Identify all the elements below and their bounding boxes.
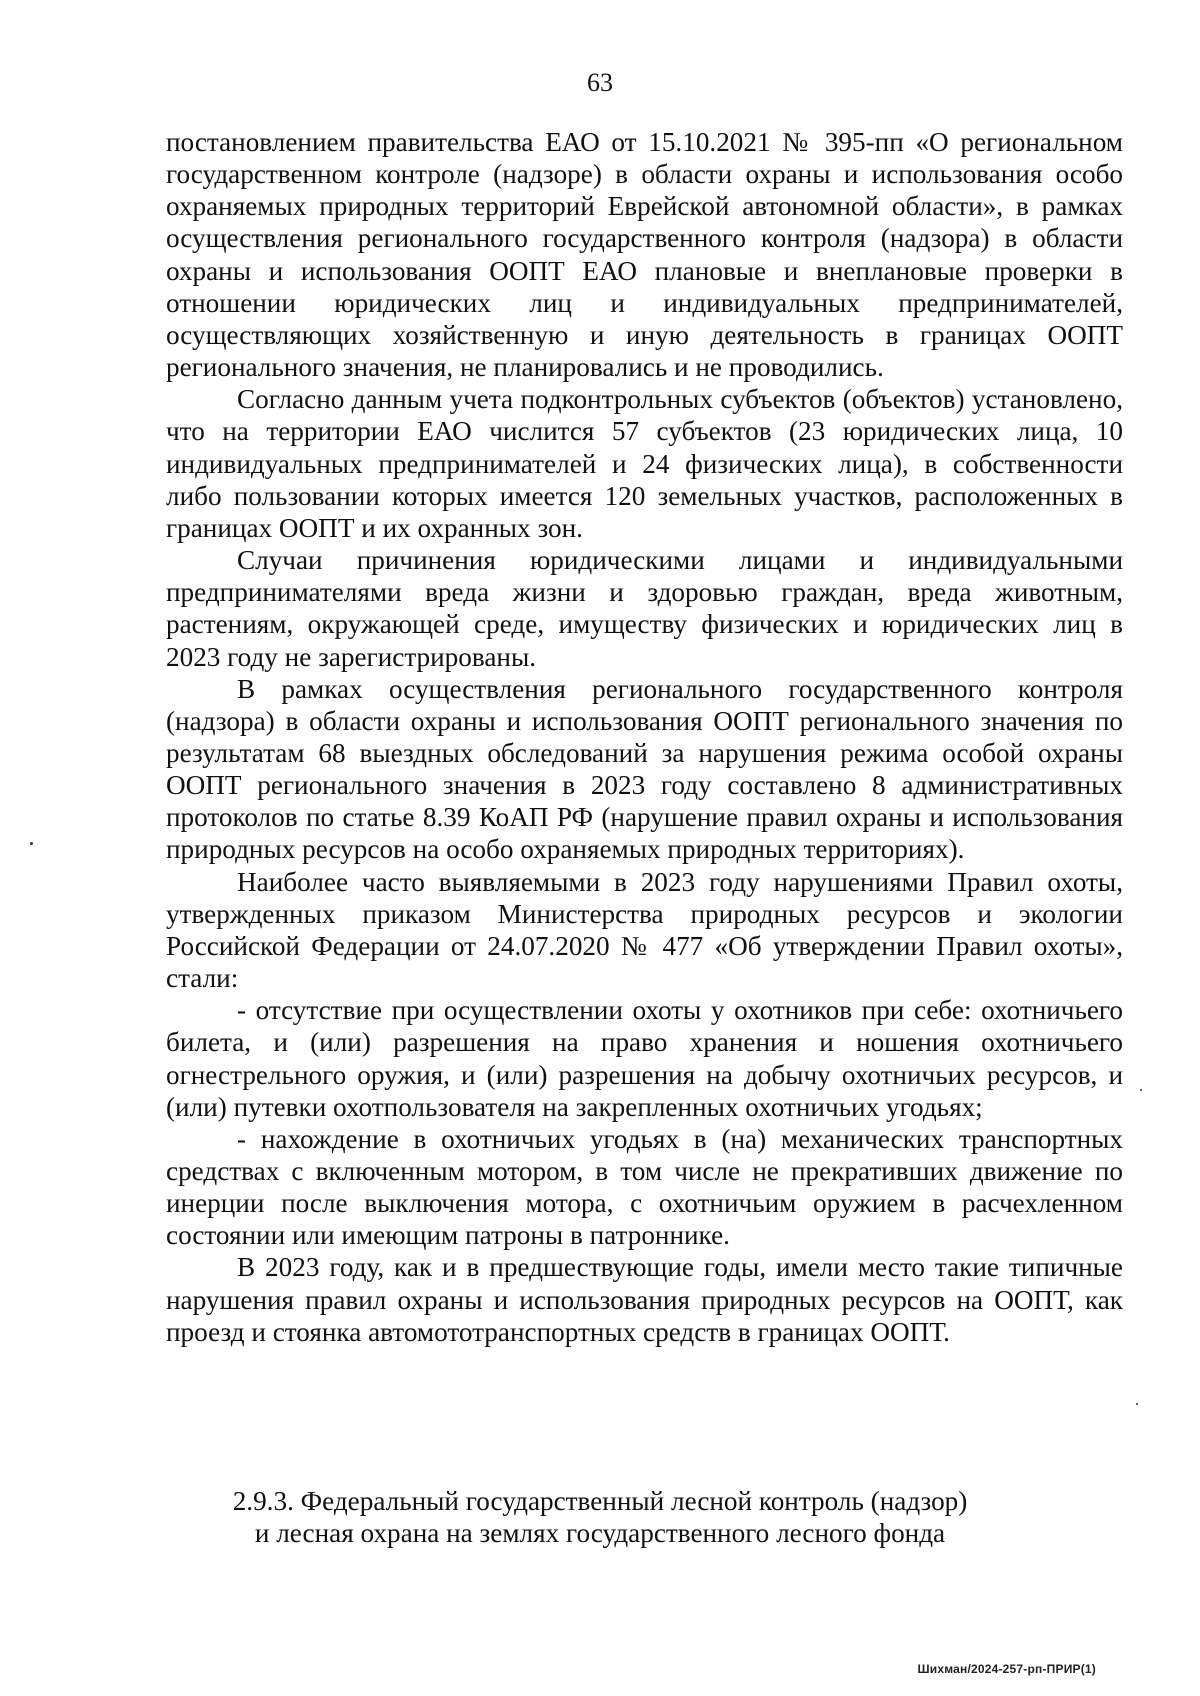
paragraph-1: постановлением правительства ЕАО от 15.10.2021 № 395-пп «О региональном государственном контроле (надзоре) в области охраны и использования особо охраняемых природных территорий Еврейской автономной области», в рамках осуществления регионального государственного контроля (надзора) в области охраны и использования ООПТ ЕАО плановые и внеплановые проверки в отношении юридических лиц и индивидуальных предпринимателей, осуществляющих хозяйственную и иную деятельность в границах ООПТ регионального значения, не планировались и не проводились.	[166, 127, 1123, 383]
section-heading-line-2: и лесная охрана на землях государственного лесного фонда	[254, 1518, 946, 1549]
paragraph-5: Наиболее часто выявляемыми в 2023 году нарушениями Правил охоты, утвержденных приказом Министерства природных ресурсов и экологии Российской Федерации от 24.07.2020 № 477 «Об утверждении Правил охоты», стали:	[166, 866, 1123, 994]
body-text	[166, 126, 1123, 1348]
list-item-2: - нахождение в охотничьих угодьях в (на) механических транспортных средствах с включенным мотором, в том числе не прекративших движение по инерции после выключения мотора, с охотничьим оружием в расчехленном состоянии или имеющим патроны в патроннике.	[166, 1123, 1123, 1251]
scan-artifact-dot	[1136, 1403, 1138, 1405]
scan-artifact-dot	[30, 842, 33, 845]
section-heading-line-1: 2.9.3. Федеральный государственный лесной контроль (надзор)	[232, 1486, 968, 1516]
section-heading	[0, 1485, 1200, 1549]
document-code: Шихман/2024-257-рп-ПРИР(1)	[917, 1662, 1096, 1676]
paragraph-4: В рамках осуществления регионального государственного контроля (надзора) в области охраны и использования ООПТ регионального значения по результатам 68 выездных обследований за нарушения режима особой охраны ООПТ регионального значения в 2023 году составлено 8 административных протоколов по статье 8.39 КоАП РФ (нарушение правил охраны и использования природных ресурсов на особо охраняемых природных территориях).	[166, 673, 1123, 865]
paragraph-6: В 2023 году, как и в предшествующие годы, имели место такие типичные нарушения правил охраны и использования природных ресурсов на ООПТ, как проезд и стоянка автомототранспортных средств в границах ООПТ.	[166, 1252, 1123, 1347]
page-number: 63	[587, 68, 613, 97]
list-item-1: - отсутствие при осуществлении охоты у охотников при себе: охотничьего билета, и (или) разрешения на право хранения и ношения охотничьего огнестрельного оружия, и (или) разрешения на добычу охотничьих ресурсов, и (или) путевки охотпользователя на закрепленных охотничьих угодьях;	[166, 995, 1123, 1122]
scan-artifact-dot	[1140, 1089, 1142, 1091]
paragraph-3: Случаи причинения юридическими лицами и индивидуальными предпринимателями вреда жизни и здоровью граждан, вреда животным, растениям, окружающей среде, имуществу физических и юридических лиц в 2023 году не зарегистрированы.	[166, 545, 1123, 672]
paragraph-2: Согласно данным учета подконтрольных субъектов (объектов) установлено, что на территории ЕАО числится 57 субъектов (23 юридических лица, 10 индивидуальных предпринимателей и 24 физических лица), в собственности либо пользовании которых имеется 120 земельных участков, расположенных в границах ООПТ и их охранных зон.	[166, 384, 1123, 543]
